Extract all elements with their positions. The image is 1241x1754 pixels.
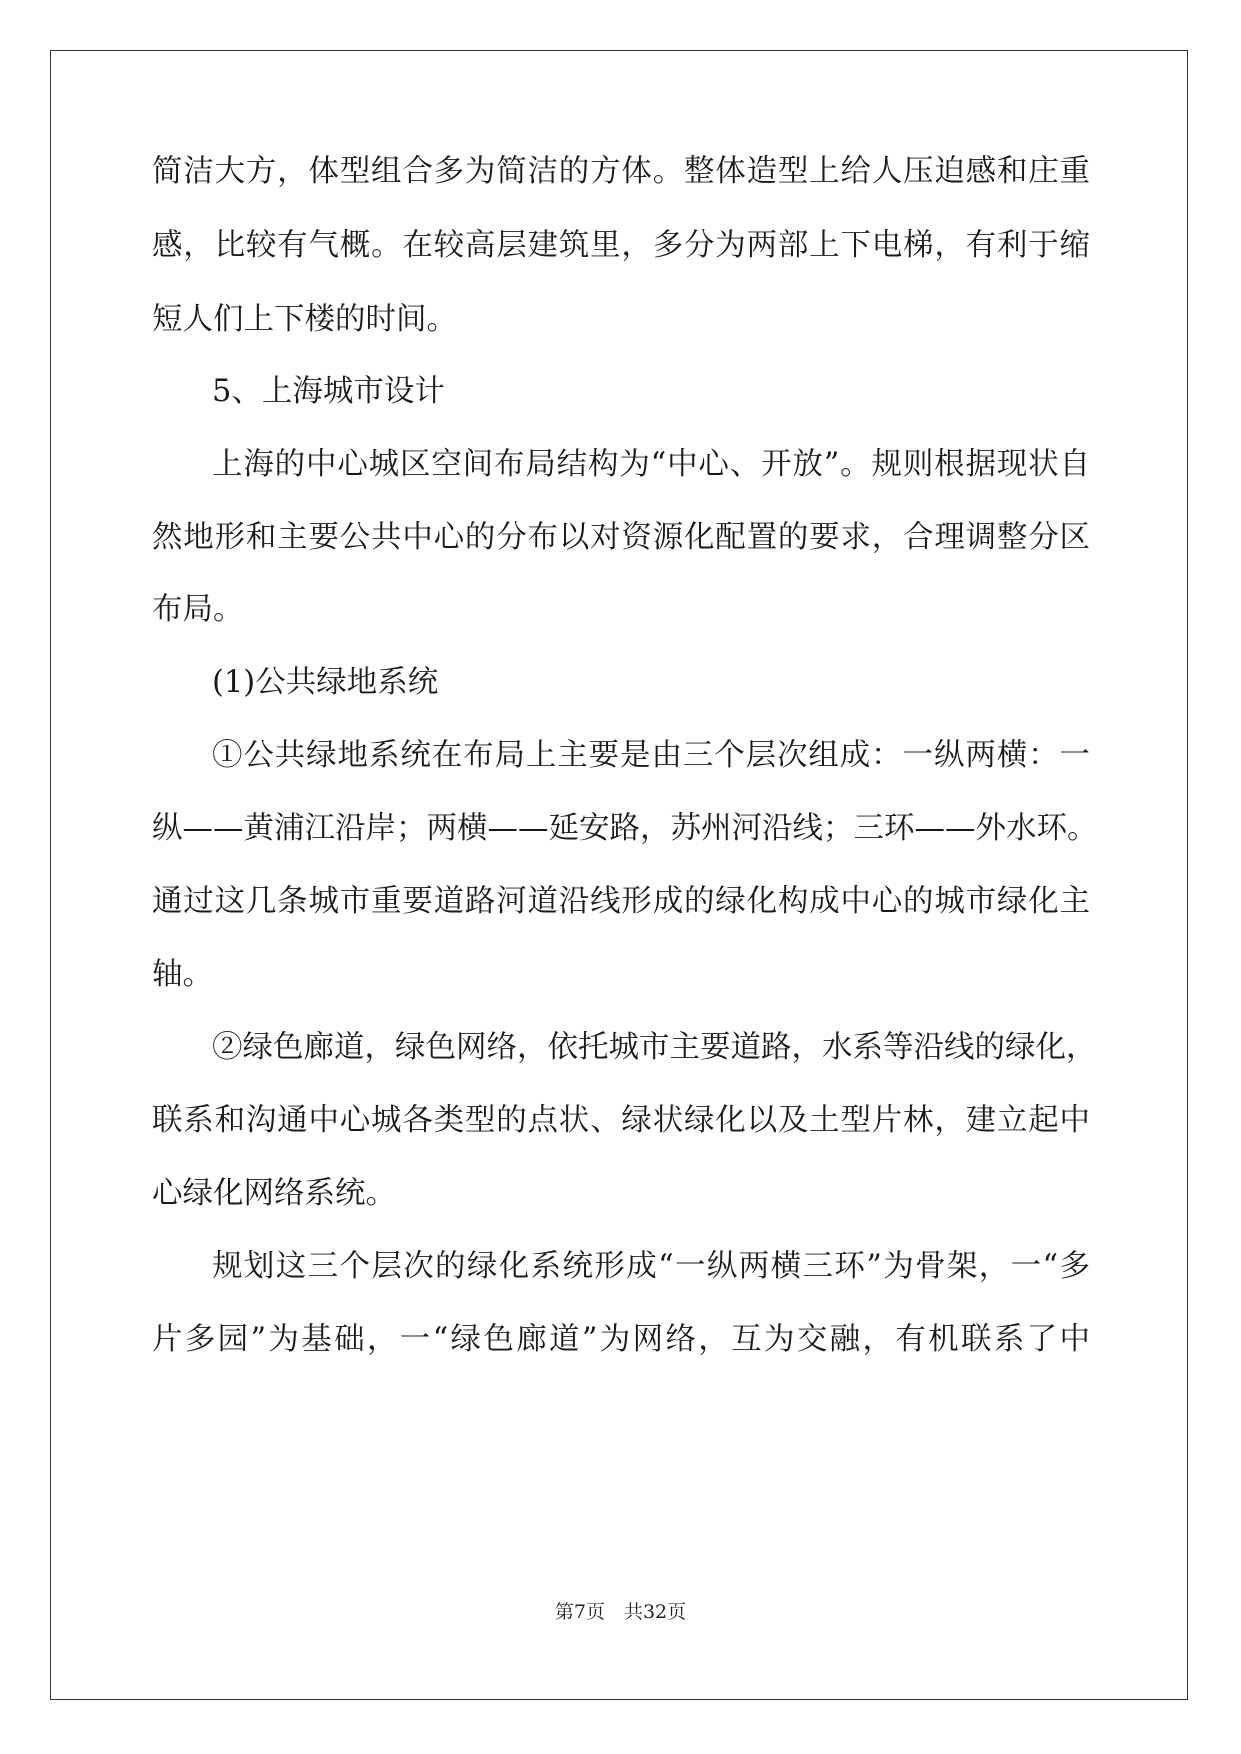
paragraph-line: 布局。 bbox=[152, 592, 244, 627]
page-border bbox=[50, 50, 1188, 1700]
paragraph-line: 短人们上下楼的时间。 bbox=[152, 302, 457, 337]
paragraph-line: 通过这几条城市重要道路河道沿线形成的绿化构成中心的城市绿化主 bbox=[152, 884, 1090, 919]
paragraph-line: 然地形和主要公共中心的分布以对资源化配置的要求，合理调整分区 bbox=[152, 520, 1090, 555]
paragraph-line: 规划这三个层次的绿化系统形成“一纵两横三环”为骨架，一“多 bbox=[212, 1249, 1090, 1284]
paragraph-line: 片多园”为基础，一“绿色廊道”为网络，互为交融，有机联系了中 bbox=[152, 1322, 1090, 1357]
paragraph-line: 感，比较有气概。在较高层建筑里，多分为两部上下电梯，有利于缩 bbox=[152, 228, 1090, 263]
paragraph-line: 心绿化网络系统。 bbox=[152, 1176, 396, 1211]
page-number-footer: 第7页 共32页 bbox=[554, 1601, 687, 1623]
paragraph-line: 轴。 bbox=[152, 957, 213, 992]
subsection-heading: (1)公共绿地系统 bbox=[212, 665, 439, 700]
paragraph-line: ②绿色廊道，绿色网络，依托城市主要道路，水系等沿线的绿化， bbox=[212, 1030, 1097, 1065]
paragraph-line: 联系和沟通中心城各类型的点状、绿状绿化以及土型片林，建立起中 bbox=[152, 1103, 1090, 1138]
paragraph-line: 纵——黄浦江沿岸；两横——延安路，苏州河沿线；三环——外水环。 bbox=[152, 811, 1098, 846]
paragraph-line: 上海的中心城区空间布局结构为“中心、开放”。规则根据现状自 bbox=[212, 447, 1090, 482]
paragraph-line: 简洁大方，体型组合多为简洁的方体。整体造型上给人压迫感和庄重 bbox=[152, 154, 1090, 189]
section-heading: 5、上海城市设计 bbox=[212, 374, 445, 409]
paragraph-line: ①公共绿地系统在布局上主要是由三个层次组成：一纵两横：一 bbox=[212, 738, 1090, 773]
